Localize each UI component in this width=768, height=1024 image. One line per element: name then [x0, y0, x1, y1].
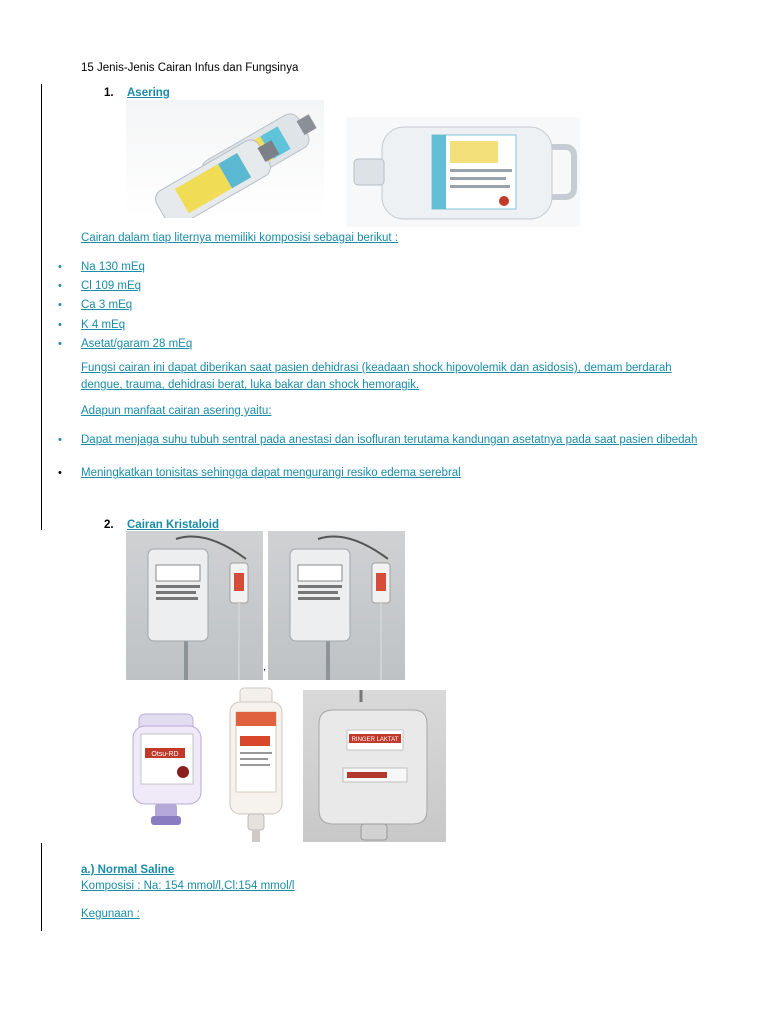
asering-bottle-photo — [346, 117, 580, 227]
asering-bags-photo — [126, 100, 324, 218]
fungsi-paragraph: Fungsi cairan ini dapat diberikan saat pasien dehidrasi (keadaan shock hipovolemik dan asidosis), demam berdarah dengue, trauma, dehidrasi berat, luka bakar dan shock hemoragik. — [81, 362, 672, 391]
svg-text:RINGER LAKTAT: RINGER LAKTAT — [351, 737, 399, 743]
otsu-bottle-photo — [127, 708, 206, 829]
bullet-dot: • — [58, 338, 62, 350]
section-2-heading-link[interactable]: Cairan Kristaloid — [127, 519, 220, 531]
svg-text:Otsu-RD: Otsu-RD — [151, 751, 179, 758]
margin-bar-1 — [41, 84, 42, 530]
section-1-number: 1. — [104, 87, 114, 99]
composition-item: Ca 3 mEq — [81, 299, 133, 311]
document-title: 15 Jenis-Jenis Cairan Infus dan Fungsinya — [81, 62, 299, 74]
margin-bar-2 — [41, 843, 42, 931]
stray-comma: , — [263, 662, 266, 673]
bullet-dot: • — [58, 434, 62, 446]
section-1-heading-link[interactable]: Asering — [127, 87, 170, 99]
benefit-item: Meningkatkan tonisitas sehingga dapat mengurangi resiko edema serebral — [81, 467, 461, 479]
kristaloid-hanging-bags-photo — [126, 531, 263, 680]
normal-saline-heading[interactable]: a.) Normal Saline — [81, 864, 175, 876]
bullet-dot: • — [58, 467, 62, 479]
composition-item: Na 130 mEq — [81, 261, 145, 273]
composition-item: Asetat/garam 28 mEq — [81, 338, 193, 350]
ringer-laktat-bottle-photo — [303, 690, 446, 842]
normal-saline-usage-label: Kegunaan : — [81, 908, 140, 920]
bullet-dot: • — [58, 319, 62, 331]
composition-item: K 4 mEq — [81, 319, 126, 331]
otsu-rl-bottle-photo — [226, 686, 286, 846]
composition-intro: Cairan dalam tiap liternya memiliki komposisi sebagai berikut : — [81, 232, 399, 244]
benefit-item: Dapat menjaga suhu tubuh sentral pada anestasi dan isofluran terutama kandungan asetatnya pada saat pasien dibedah — [81, 434, 698, 446]
normal-saline-composition: Komposisi : Na: 154 mmol/l,Cl:154 mmol/l — [81, 880, 295, 892]
section-2-number: 2. — [104, 519, 114, 531]
bullet-dot: • — [58, 261, 62, 273]
bullet-dot: • — [58, 299, 62, 311]
manfaat-intro: Adapun manfaat cairan asering yaitu: — [81, 405, 272, 417]
bullet-dot: • — [58, 280, 62, 292]
composition-item: Cl 109 mEq — [81, 280, 142, 292]
kristaloid-hanging-bags-photo-2 — [268, 531, 405, 680]
